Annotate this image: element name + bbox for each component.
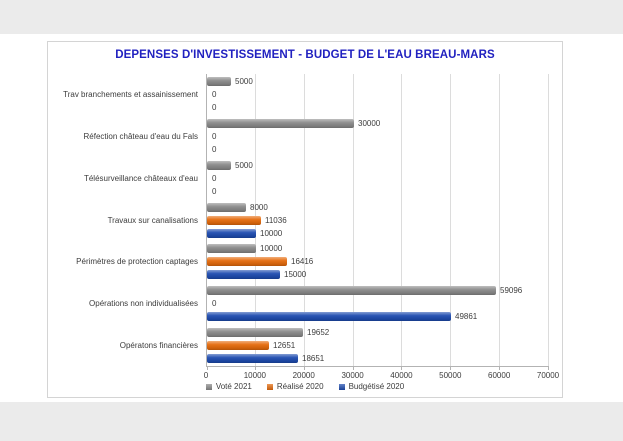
legend bbox=[48, 382, 562, 391]
value-label: 0 bbox=[212, 186, 217, 196]
bar bbox=[207, 161, 231, 170]
bar bbox=[207, 229, 256, 238]
category-label: Travaux sur canalisations bbox=[107, 215, 198, 225]
gridline bbox=[401, 74, 402, 366]
x-tick-label: 30000 bbox=[341, 371, 364, 380]
category-label: Trav branchements et assainissement bbox=[63, 90, 198, 100]
legend-label: Réalisé 2020 bbox=[276, 382, 324, 391]
legend-item bbox=[267, 382, 324, 391]
legend-label: Voté 2021 bbox=[215, 382, 252, 391]
bar bbox=[207, 216, 261, 225]
value-label: 0 bbox=[212, 132, 217, 142]
bar bbox=[207, 286, 496, 295]
bar bbox=[207, 354, 298, 363]
value-label: 8000 bbox=[250, 202, 268, 212]
axis-tick bbox=[304, 367, 305, 370]
x-tick-label: 60000 bbox=[488, 371, 511, 380]
x-tick-label: 40000 bbox=[390, 371, 413, 380]
x-tick-label: 20000 bbox=[292, 371, 315, 380]
axis-tick bbox=[353, 367, 354, 370]
value-label: 0 bbox=[212, 145, 217, 155]
x-tick-label: 0 bbox=[203, 371, 209, 380]
x-tick-label: 70000 bbox=[536, 371, 560, 380]
gridline bbox=[548, 74, 549, 366]
bar bbox=[207, 270, 280, 279]
value-label: 5000 bbox=[235, 160, 253, 170]
value-label: 49861 bbox=[455, 311, 478, 321]
gridline bbox=[450, 74, 451, 366]
x-tick-label: 10000 bbox=[243, 371, 266, 380]
axis-tick bbox=[207, 367, 208, 370]
bar bbox=[207, 203, 246, 212]
chart-title: DEPENSES D'INVESTISSEMENT - BUDGET DE L'EAU BREAU-MARS bbox=[115, 49, 495, 61]
axis-tick bbox=[255, 367, 256, 370]
legend-label: Budgétisé 2020 bbox=[348, 382, 405, 391]
bar bbox=[207, 328, 303, 337]
axis-tick bbox=[401, 367, 402, 370]
value-label: 0 bbox=[212, 90, 217, 100]
axis-tick bbox=[499, 367, 500, 370]
bar bbox=[207, 341, 269, 350]
value-label: 0 bbox=[212, 173, 217, 183]
value-label: 16416 bbox=[291, 257, 314, 267]
value-label: 0 bbox=[212, 103, 217, 113]
category-label: Télésurveillance châteaux d'eau bbox=[83, 173, 198, 183]
category-label: Périmètres de protection captages bbox=[76, 257, 198, 267]
value-label: 10000 bbox=[260, 244, 283, 254]
category-label: Opérations non individualisées bbox=[89, 298, 198, 308]
value-label: 30000 bbox=[358, 119, 381, 129]
x-tick-label: 50000 bbox=[439, 371, 462, 380]
bar bbox=[207, 257, 287, 266]
value-label: 59096 bbox=[500, 285, 523, 295]
category-label: Opératons financières bbox=[119, 340, 198, 350]
value-label: 15000 bbox=[284, 270, 307, 280]
axis-tick bbox=[450, 367, 451, 370]
bar bbox=[207, 244, 256, 253]
legend-swatch bbox=[206, 384, 212, 390]
category-label: Réfection château d'eau du Fals bbox=[83, 132, 198, 142]
value-label: 0 bbox=[212, 298, 217, 308]
value-label: 12651 bbox=[273, 340, 296, 350]
gridline bbox=[499, 74, 500, 366]
legend-item bbox=[206, 382, 252, 391]
bar bbox=[207, 312, 451, 321]
gridline bbox=[353, 74, 354, 366]
value-label: 19652 bbox=[307, 327, 330, 337]
axis-tick bbox=[548, 367, 549, 370]
value-label: 18651 bbox=[302, 353, 325, 363]
bar bbox=[207, 77, 231, 86]
value-label: 5000 bbox=[235, 77, 253, 87]
value-label: 10000 bbox=[260, 228, 283, 238]
value-label: 11036 bbox=[265, 215, 287, 225]
bar bbox=[207, 119, 354, 128]
legend-item bbox=[339, 382, 405, 391]
gridline bbox=[304, 74, 305, 366]
legend-swatch bbox=[339, 384, 345, 390]
legend-swatch bbox=[267, 384, 273, 390]
chart-frame bbox=[47, 41, 563, 398]
